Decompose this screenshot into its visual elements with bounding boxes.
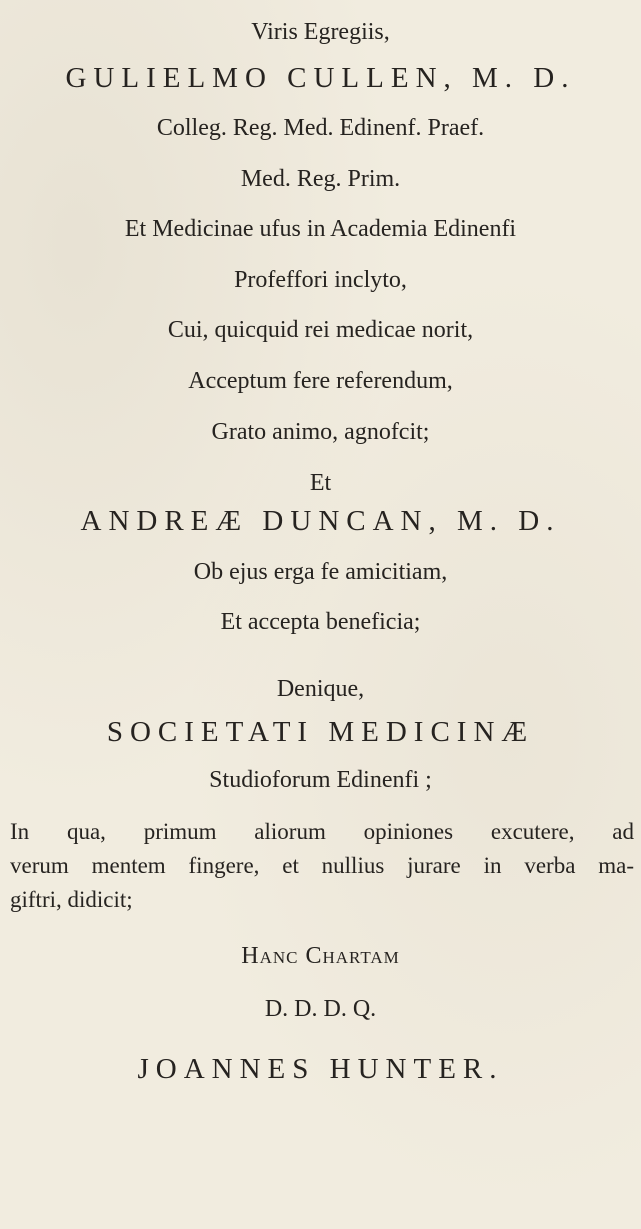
paragraph-line-2: verum mentem fingere, et nullius jurare in verba ma- <box>10 853 634 878</box>
dedication-salutation: Viris Egregiis, <box>251 19 390 45</box>
dedication-text-line-4: Ob ejus erga fe amicitiam, <box>193 559 448 585</box>
author-name: JOANNES HUNTER. <box>137 1053 504 1085</box>
dedicatee-name-cullen: GULIELMO CULLEN, M. D. <box>65 62 576 94</box>
dedicatee-title-line-2: Med. Reg. Prim. <box>240 166 401 192</box>
paragraph-line-1: In qua, primum aliorum opiniones excutere, ad <box>10 819 634 844</box>
dedicatee-title-line-4: Profeffori inclyto, <box>234 267 407 293</box>
dedicatee-society-subtitle: Studioforum Edinenfi ; <box>209 767 432 793</box>
dedicatee-name-duncan: ANDREÆ DUNCAN, M. D. <box>80 505 561 537</box>
dedication-formula: D. D. D. Q. <box>264 996 377 1022</box>
paragraph-line-3: giftri, didicit; <box>10 887 133 912</box>
dedicatee-title-line-3: Et Medicinae ufus in Academia Edinenfi <box>124 216 517 242</box>
dedication-text-line-3: Grato animo, agnofcit; <box>211 419 430 445</box>
dedication-text-line-2: Acceptum fere referendum, <box>188 368 453 394</box>
dedication-denique: Denique, <box>276 676 365 702</box>
hanc-chartam: Hanc Chartam <box>241 943 400 969</box>
dedicatee-society: SOCIETATI MEDICINÆ <box>106 716 535 748</box>
dedicatee-title-line-1: Colleg. Reg. Med. Edinenf. Praef. <box>156 115 485 141</box>
dedication-conjunction: Et <box>309 470 332 496</box>
dedication-text-line-1: Cui, quicquid rei medicae norit, <box>167 317 474 343</box>
dedication-text-line-5: Et accepta beneficia; <box>220 609 421 635</box>
